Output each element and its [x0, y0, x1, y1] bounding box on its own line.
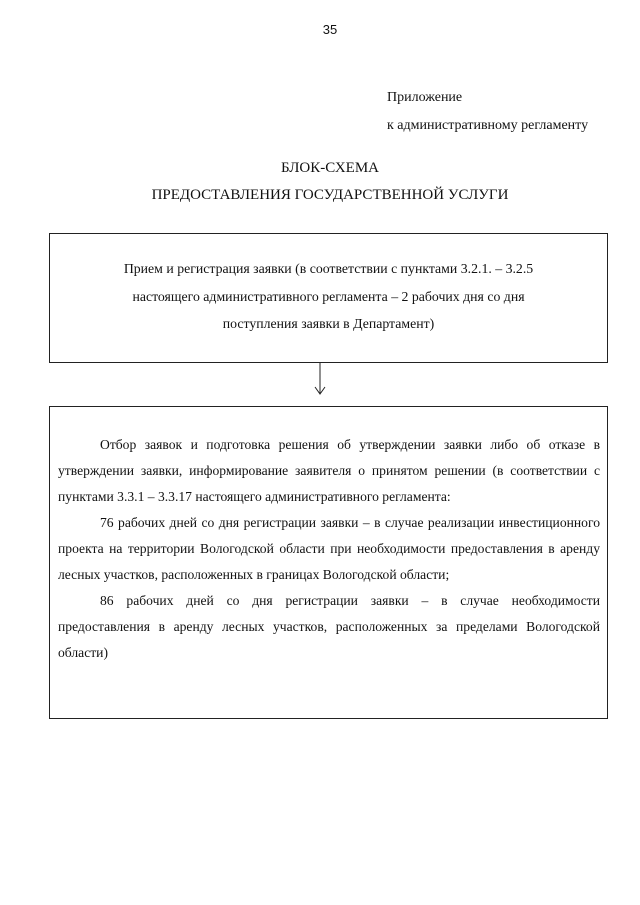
step-reception-line-1: Прием и регистрация заявки (в соответствии с пунктами 3.2.1. – 3.2.5 [123, 261, 534, 276]
step-reception-line-2: настоящего административного регламента – 2 рабочих дня со дня [132, 289, 525, 304]
appendix-line-2: к административному регламенту [387, 118, 589, 133]
flowchart-title: БЛОК-СХЕМА [280, 160, 380, 176]
appendix-note [387, 84, 588, 140]
step-selection-paragraph-1: Отбор заявок и подготовка решения об утверждении заявки либо об отказе в утверждении заявки, информирование заявителя о принятом решении (в соответствии с пунктами 3.3.1 – 3.3.17 настоящего административного регламента: [58, 437, 600, 504]
flow-arrow-down-icon [310, 362, 330, 396]
flowchart-step-selection [49, 406, 608, 719]
page-number: 35 [322, 22, 338, 37]
step-selection-paragraph-2: 76 рабочих дней со дня регистрации заявки – в случае реализации инвестиционного проекта на территории Вологодской области при необходимости предоставления в аренду лесных участков, расположенных в границах Вологодской области; [58, 515, 600, 582]
step-selection-paragraph-3: 86 рабочих дней со дня регистрации заявки – в случае необходимости предоставления в аренду лесных участков, расположенных за пределами Вологодской области) [58, 593, 600, 660]
flowchart-step-reception [49, 233, 608, 363]
flowchart-subtitle: ПРЕДОСТАВЛЕНИЯ ГОСУДАРСТВЕННОЙ УСЛУГИ [151, 187, 509, 203]
step-reception-line-3: поступления заявки в Департамент) [222, 316, 435, 331]
appendix-line-1: Приложение [387, 90, 463, 105]
